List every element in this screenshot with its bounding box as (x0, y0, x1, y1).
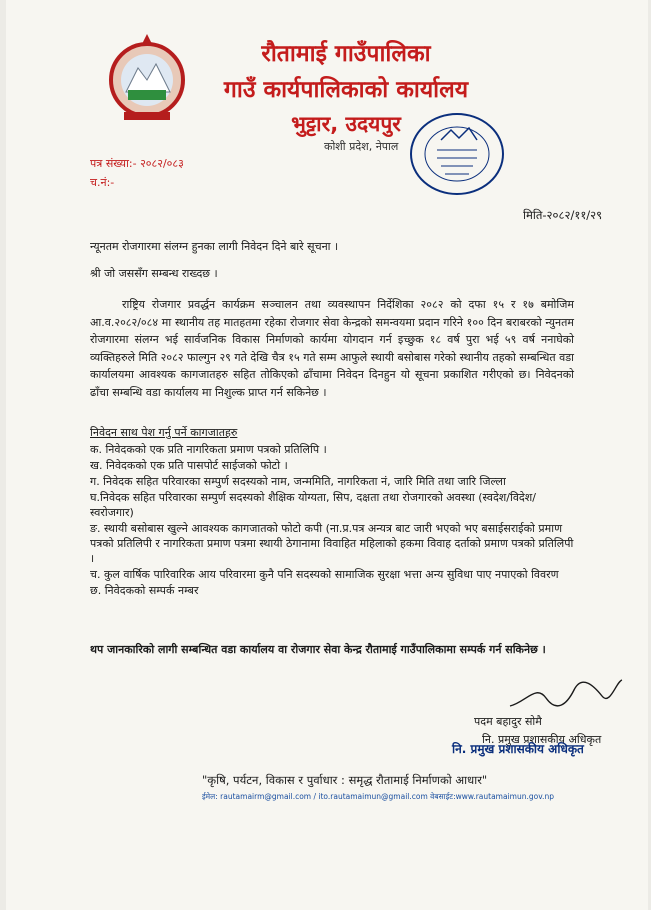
footer-slogan: "कृषि, पर्यटन, विकास र पुर्वाधार : समृद्ध रौतामाई निर्माणको आधार" (202, 773, 488, 787)
office-name: गाउँ कार्यपालिकाको कार्यालय (223, 77, 469, 103)
documents-title: निवेदन साथ पेश गर्नु पर्ने कागजातहरु (90, 426, 238, 439)
office-seal-stamp (407, 110, 507, 198)
letter-page (6, 0, 648, 910)
list-item: ग. निवेदक सहित परिवारका सम्पुर्ण सदस्यको नाम, जन्ममिति, नागरिकता नं, जारि मिति तथा जारि जिल्ला (90, 475, 506, 488)
contact-note: थप जानकारिको लागी सम्बन्धित वडा कार्यालय वा रोजगार सेवा केन्द्र रौतामाई गाउँपालिकामा सम्पर्क गर्न सकिनेछ । (90, 643, 546, 656)
list-item: क. निवेदकको एक प्रति नागरिकता प्रमाण पत्रको प्रतिलिपि । (90, 443, 327, 456)
list-item: ख. निवेदकको एक प्रति पासपोर्ट साईजको फोटो । (90, 459, 288, 472)
designation-stamp: नि. प्रमुख प्रशासकीय अधिकृत (452, 742, 584, 756)
footer-contacts: ईमेल: rautamairm@gmail.com / ito.rautamaimun@gmail.com वेबसाईट:www.rautamaimun.gov.np (202, 792, 554, 801)
list-item: घ.निवेदक सहित परिवारका सम्पुर्ण सदस्यको शैक्षिक योग्यता, सिप, दक्षता तथा रोजगारको अवस्था (स्वदेश/विदेश/स्वरोजगार) (90, 491, 536, 519)
signatory-title: नि. प्रमुख प्रशासकीय अधिकृत (482, 733, 602, 746)
office-location: भुट्टार, उदयपुर (291, 112, 401, 136)
list-item: छ. निवेदकको सम्पर्क नम्बर (90, 584, 199, 597)
list-item: च. कुल वार्षिक पारिवारिक आय परिवारमा कुनै पनि सदस्यको सामाजिक सुरक्षा भत्ता अन्य सुविधा पाए नपाएको विवरण (90, 568, 559, 581)
letter-date: मिति-२०८२/११/२९ (523, 208, 603, 222)
notice-body: राष्ट्रिय रोजगार प्रवर्द्धन कार्यक्रम सञ्चालन तथा व्यवस्थापन निर्देशिका २०८२ को दफा १५ र १७ बमोजिम आ.व.२०८२/०८४ मा स्थानीय तह मातहतमा रहेका रोजगार सेवा केन्द्रको समन्वयमा प्रदान गरिने १०० दिन बराबरको न्युनतम रोजगारमा संलग्न भई सार्वजनिक विकास निर्माणको कार्यमा योगदान गर्न इच्छुक १८ वर्ष पुरा भई ५९ वर्ष ननाघेको व्यक्तिहरुले मिति २०८२ फाल्गुन २९ गते देखि चैत्र १५ गते सम्म आफुले स्थायी बसोबास गरेको स्थानीय तहको सम्बन्धित वडा कार्यालयमा आवश्यक कागजातहरु सहित तोकिएको ढाँचामा निवेदन दिनहुन यो सूचना प्रकाशित गरीएको छ। निवेदनको ढाँचा सम्बन्धि वडा कार्यालय मा निशुल्क प्राप्त गर्न सकिनेछ । (90, 298, 574, 399)
reference-number: पत्र संख्या:- २०८२/०८३ (90, 157, 184, 170)
list-item: ङ. स्थायी बसोबास खुल्ने आवश्यक कागजातको फोटो कपी (ना.प्र.पत्र अन्यत्र बाट जारी भएको भए बसाईसराईको प्रमाण पत्रको प्रतिलिपी र नागरिकता प्रमाण पत्रमा स्थायी ठेगानामा विवाहित महिलाको हकमा विवाह दर्ताको प्रमाण पत्रको प्रतिलिपी । (90, 522, 574, 565)
municipality-name: रौतामाई गाउँपालिका (261, 41, 431, 67)
salutation: श्री जो जससँग सम्बन्ध राख्दछ । (90, 267, 218, 280)
documents-list (90, 442, 574, 599)
letter-subject: न्यूनतम रोजगारमा संलग्न हुनका लागी निवेदन दिने बारे सूचना । (90, 240, 339, 253)
province-text: कोशी प्रदेश, नेपाल (324, 140, 399, 153)
signatory-name: पदम बहादुर सोमै (474, 715, 542, 728)
signature-icon (506, 676, 626, 712)
dispatch-number: च.नं:- (90, 176, 115, 189)
